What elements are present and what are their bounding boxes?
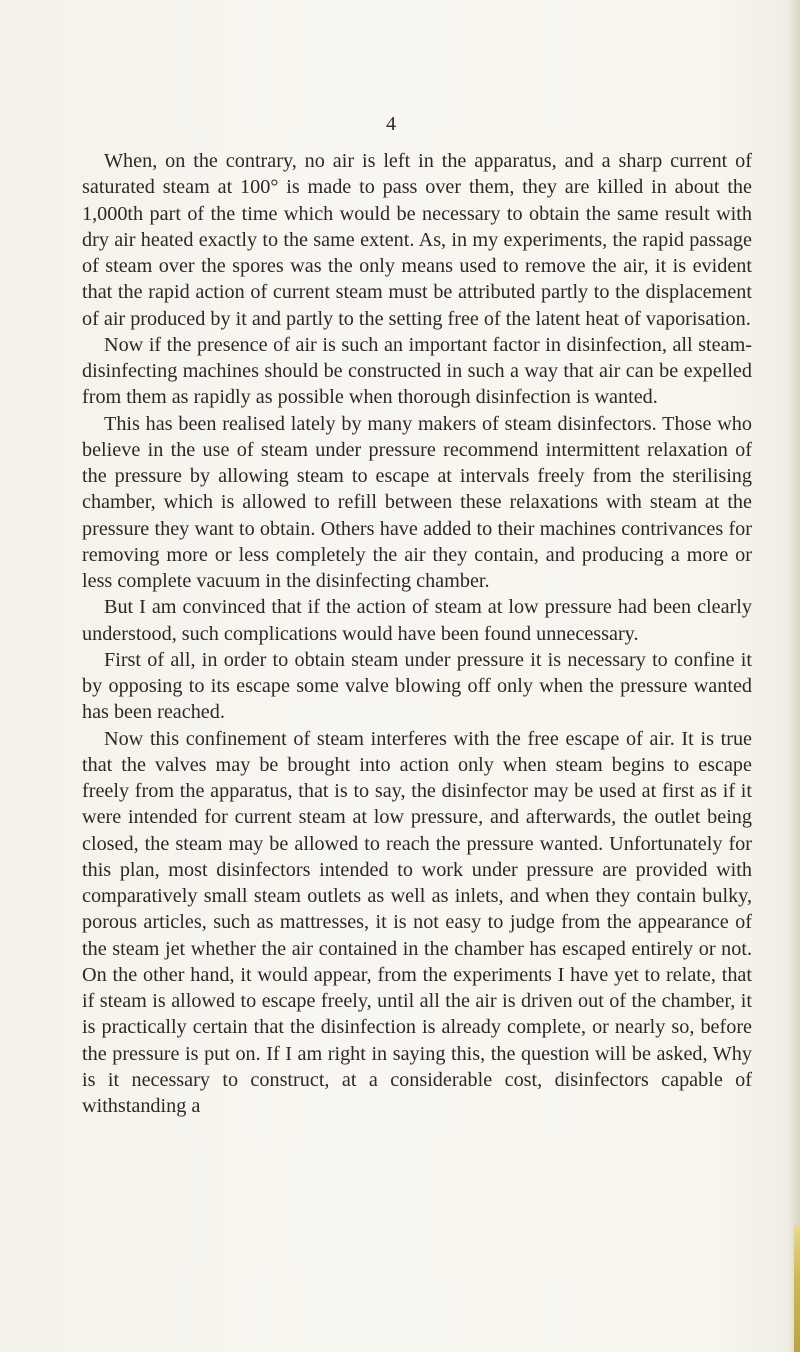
paragraph: But I am convinced that if the action of steam at low pressure had been clearly understood, such complications would have been found unnecessary. <box>82 596 752 645</box>
paragraph: This has been realised lately by many makers of steam disinfectors. Those who believe in the use of steam under pressure recommend intermittent relaxation of the pressure by allowing steam to escape at intervals freely from the sterilising chamber, which is allowed to refill between these relaxations with steam at the pressure they want to obtain. Others have added to their machines contrivances for removing more or less completely the air they contain, and producing a more or less complete vacuum in the disinfecting chamber. <box>82 412 752 592</box>
page-edge-shadow <box>786 0 800 1352</box>
paragraph: Now this confinement of steam interferes with the free escape of air. It is true that the valves may be brought into action only when steam begins to escape freely from the apparatus, that is to say, the disinfector may be used at first as if it were intended for current steam at low pressure, and afterwards, the outlet being closed, the steam may be allowed to reach the pressure wanted. Unfortunately for this plan, most disinfectors intended to work under pressure are provided with comparatively small steam outlets as well as inlets, and when they contain bulky, porous articles, such as mattresses, it is not easy to judge from the appearance of the steam jet whether the air contained in the chamber has escaped entirely or not. On the other hand, it would appear, from the experiments I have yet to relate, that if steam is allowed to escape freely, until all the air is driven out of the chamber, it is practically certain that the disinfection is already complete, or nearly so, before the pressure is put on. If I am right in saying this, the question will be asked, Why is it necessary to construct, at a considerable cost, disinfectors capable of withstanding a <box>82 727 752 1117</box>
paragraph: First of all, in order to obtain steam under pressure it is necessary to confine it by opposing to its escape some valve blowing off only when the pressure wanted has been reached. <box>82 648 752 724</box>
paragraph: Now if the presence of air is such an important factor in disinfection, all steam-disinfecting machines should be constructed in such a way that air can be expelled from them as rapidly as possible when thorough disinfection is wanted. <box>82 333 752 409</box>
paragraph: When, on the contrary, no air is left in the apparatus, and a sharp current of saturated steam at 100° is made to pass over them, they are killed in about the 1,000th part of the time which would be necessary to obtain the same result with dry air heated exactly to the same extent. As, in my experiments, the rapid passage of steam over the spores was the only means used to remove the air, it is evident that the rapid action of current steam must be attributed partly to the displacement of air produced by it and partly to the setting free of the latent heat of vaporisation. <box>82 150 752 330</box>
body-text <box>82 148 752 1119</box>
page-number: 4 <box>386 113 396 135</box>
page-edge-stain <box>794 1225 800 1352</box>
